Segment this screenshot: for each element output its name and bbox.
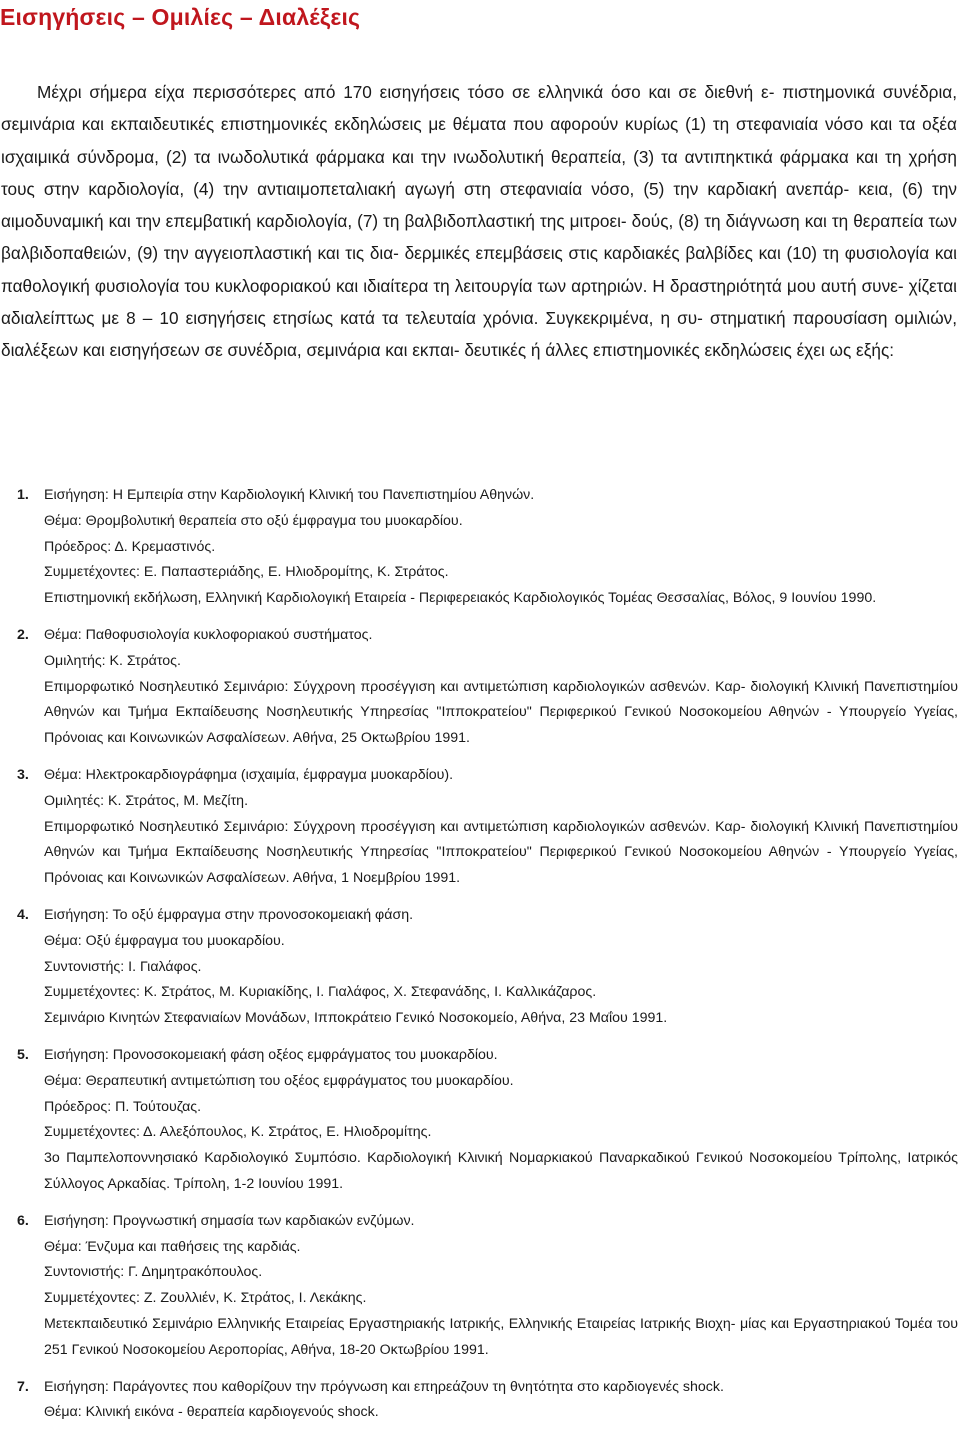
entry-chair: Πρόεδρος: Π. Τούτουζας. (44, 1098, 202, 1115)
entry-participants: Συμμετέχοντες: Δ. Αλεξόπουλος, Κ. Στράτος, Ε. Ηλιοδρομίτης. (44, 1124, 432, 1141)
entry-lecture: Εισήγηση: Παράγοντες που καθορίζουν την πρόγνωση και επηρεάζουν τη θνητότητα στο καρδιογενές shock. (44, 1378, 724, 1395)
entry-number: 1. (17, 487, 29, 503)
entry-number: 2. (17, 626, 29, 643)
entry-event: 3ο Παμπελοποννησιακό Καρδιολογικό Συμπόσιο. Καρδιολογική Κλινική Νομαρκιακού Παναρκαδικού Γενικού Νοσοκομείου Τρίπολης, Ιατρικός Σύλλογος Αρκαδίας. Τρίπολη, 1-2 Ιουνίου 1991. (44, 1150, 958, 1192)
entry-lecture: Εισήγηση: Προγνωστική σημασία των καρδιακών ενζύμων. (44, 1212, 415, 1229)
entry-number: 6. (17, 1212, 29, 1229)
entry-number: 3. (17, 766, 29, 783)
intro-text: Μέχρι σήμερα είχα περισσότερες από 170 εισηγήσεις τόσο σε ελληνικά όσο και σε διεθνή ε- πιστημονικά συνέδρια, σεμινάρια και εκπαιδευτικές επιστημονικές εκδηλώσεις με θέματα που αφορούν κυρίως (1) τη στεφανιαία νόσο και τα οξέα ισχαιμικά σύνδρομα, (2) τα ινωδολυτικά φάρμακα και την ινωδολυτική θεραπεία, (3) τα αντιπηκτικά φάρμακα και τη χρήση τους στην καρδιολογία, (4) την αντιαιμοπεταλιακή αγωγή στη στεφανιαία νόσο, (5) την καρδιακή ανεπάρ- κεια, (6) την αιμοδυναμική και την επεμβατική καρδιολογία, (7) τη βαλβιδοπλαστική της μιτροει- δούς, (8) τη διάγνωση και τη θεραπεία των βαλβιδοπαθειών, (9) την αγγειοπλαστική και τις δια- δερμικές επεμβάσεις στις καρδιακές βαλβίδες και (10) τη φυσιολογία και παθολογική φυσιολογία του κυκλοφοριακού και ιδιαίτερα τη λειτουργία των αρτηριών. Η δραστηριότητά μου αυτή συνε- χίζεται αδιαλείπτως με 8 – 10 εισηγήσεις ετησίως κατά τα τελευταία χρόνια. Συγκεκριμένα, η συ- στηματική παρουσίαση ομιλιών, διαλέξεων και εισηγήσεων σε συνέδρια, σεμινάρια και εκπαι- δευτικές ή άλλες επιστημονικές εκδηλώσεις έχει ως εξής: (1, 82, 957, 361)
entry-chair: Πρόεδρος: Δ. Κρεμαστινός. (44, 538, 216, 555)
entry-number: 7. (17, 1378, 29, 1395)
entry-coordinator: Συντονιστής: Ι. Γιαλάφος. (44, 958, 202, 975)
entry-topic: Θέμα: Θεραπευτική αντιμετώπιση του οξέος εμφράγματος του μυοκαρδίου. (44, 1072, 514, 1089)
intro-paragraph (1, 76, 957, 367)
entry-speaker: Ομιλητής: Κ. Στράτος. (44, 652, 181, 669)
entry-coordinator: Συντονιστής: Γ. Δημητρακόπουλος. (44, 1264, 263, 1281)
entry-participants: Συμμετέχοντες: Κ. Στράτος, Μ. Κυριακίδης, Ι. Γιαλάφος, Χ. Στεφανάδης, Ι. Καλλικάζαρος. (44, 984, 597, 1001)
entry-event: Επιμορφωτικό Νοσηλευτικό Σεμινάριο: Σύγχρονη προσέγγιση και αντιμετώπιση καρδιολογικών ασθενών. Καρ- διολογική Κλινική Πανεπιστημίου Αθηνών και Τμήμα Εκπαίδευσης Νοσηλευτικής Υπηρεσίας "Ιπποκρατείου" Περιφερικού Γενικού Νοσοκομείου Αθηνών - Υπουργείο Υγείας, Πρόνοιας και Κοινωνικών Ασφαλίσεων. Αθήνα, 1 Νοεμβρίου 1991. (44, 818, 958, 887)
entry-event: Σεμινάριο Κινητών Στεφανιαίων Μονάδων, Ιπποκράτειο Γενικό Νοσοκομείο, Αθήνα, 23 Μαΐου 1991. (44, 1010, 668, 1027)
entry-topic: Θέμα: Παθοφυσιολογία κυκλοφοριακού συστήματος. (44, 626, 373, 643)
lecture-entry (0, 483, 958, 612)
entry-lecture: Εισήγηση: Προνοσοκομειακή φάση οξέος εμφράγματος του μυοκαρδίου. (44, 1046, 498, 1063)
entry-lecture: Εισήγηση: Το οξύ έμφραγμα στην προνοσοκομειακή φάση. (44, 906, 414, 923)
entry-lecture: Εισήγηση: Η Εμπειρία στην Καρδιολογική Κλινική του Πανεπιστημίου Αθηνών. (44, 487, 535, 503)
entry-participants: Συμμετέχοντες: Ε. Παπαστεριάδης, Ε. Ηλιοδρομίτης, Κ. Στράτος. (44, 564, 449, 581)
entry-topic: Θέμα: Ένζυμα και παθήσεις της καρδιάς. (44, 1238, 301, 1255)
entry-participants: Συμμετέχοντες: Ζ. Ζουλλιέν, Κ. Στράτος, Ι. Λεκάκης. (44, 1290, 367, 1307)
lecture-entry (0, 1209, 958, 1364)
entry-topic: Θέμα: Οξύ έμφραγμα του μυοκαρδίου. (44, 932, 285, 949)
lecture-entry (0, 1375, 958, 1427)
entry-topic: Θέμα: Κλινική εικόνα - θεραπεία καρδιογενούς shock. (44, 1404, 379, 1421)
lecture-entry (0, 903, 958, 1032)
entry-event: Επιμορφωτικό Νοσηλευτικό Σεμινάριο: Σύγχρονη προσέγγιση και αντιμετώπιση καρδιολογικών ασθενών. Καρ- διολογική Κλινική Πανεπιστημίου Αθηνών και Τμήμα Εκπαίδευσης Νοσηλευτικής Υπηρεσίας "Ιπποκρατείου" Περιφερικού Γενικού Νοσοκομείου Αθηνών - Υπουργείο Υγείας, Πρόνοιας και Κοινωνικών Ασφαλίσεων. Αθήνα, 25 Οκτωβρίου 1991. (44, 678, 958, 747)
entry-topic: Θέμα: Θρομβολυτική θεραπεία στο οξύ έμφραγμα του μυοκαρδίου. (44, 512, 463, 529)
entry-topic: Θέμα: Ηλεκτροκαρδιογράφημα (ισχαιμία, έμφραγμα μυοκαρδίου). (44, 766, 454, 783)
entry-event: Επιστημονική εκδήλωση, Ελληνική Καρδιολογική Εταιρεία - Περιφερειακός Καρδιολογικός Τομέας Θεσσαλίας, Βόλος, 9 Ιουνίου 1990. (44, 590, 877, 607)
lecture-entry (0, 1043, 958, 1198)
entry-speakers: Ομιλητές: Κ. Στράτος, Μ. Μεζίτη. (44, 792, 249, 809)
page-title: Εισηγήσεις – Ομιλίες – Διαλέξεις (0, 4, 361, 30)
lecture-entry (0, 763, 958, 892)
entry-number: 5. (17, 1046, 29, 1063)
entry-number: 4. (17, 906, 29, 923)
lecture-entry (0, 623, 958, 752)
entry-event: Μετεκπαιδευτικό Σεμινάριο Ελληνικής Εταιρείας Εργαστηριακής Ιατρικής, Ελληνικής Εταιρείας Ιατρικής Βιοχη- μίας και Εργαστηριακού Τομέα του 251 Γενικού Νοσοκομείου Αεροπορίας, Αθήνα, 18-20 Οκτωβρίου 1991. (44, 1315, 958, 1358)
lecture-list (0, 483, 958, 1437)
